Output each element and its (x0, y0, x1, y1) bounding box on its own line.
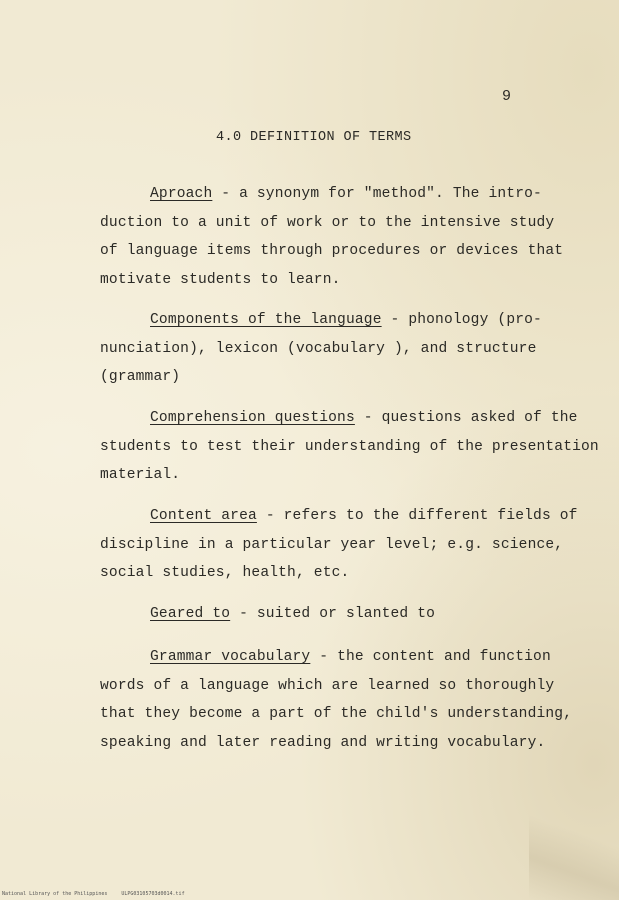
defined-term: Components of the language (150, 312, 382, 328)
definition-first-line (100, 643, 590, 672)
defined-term: Aproach (150, 186, 213, 202)
definition-line: (grammar) (100, 369, 181, 385)
definition-entry (100, 404, 599, 490)
definition-text: - refers to the different fields of (256, 508, 578, 524)
definition-entry (100, 502, 590, 588)
definition-line: material. (100, 467, 181, 483)
footer-file-id: ULPG03105703d0014.tif (121, 891, 185, 897)
defined-term: Comprehension questions (150, 410, 355, 426)
definition-first-line (100, 600, 590, 629)
definition-first-line (100, 502, 590, 531)
definition-line: speaking and later reading and writing vocabulary. (100, 734, 546, 751)
definition-entry (100, 306, 590, 392)
defined-term: Geared to (150, 606, 231, 622)
section-heading: 4.0 DEFINITION OF TERMS (216, 130, 412, 145)
page-number: 9 (502, 88, 512, 105)
definition-first-line (100, 180, 590, 209)
definition-line: motivate students to learn. (100, 271, 341, 288)
definition-line: social studies, health, etc. (100, 565, 350, 581)
definition-text: - the content and function (310, 649, 551, 665)
defined-term: Content area (150, 508, 257, 524)
definition-line: discipline in a particular year level; e.g. science, (100, 536, 564, 553)
definition-text: - questions asked of the (354, 410, 578, 426)
definition-text: - phonology (pro- (381, 312, 542, 328)
definition-entry (100, 643, 590, 757)
definition-line: of language items through procedures or devices that (100, 243, 564, 259)
definition-entry (100, 600, 590, 629)
definition-text: - suited or slanted to (230, 606, 436, 622)
definition-line: words of a language which are learned so thoroughly (100, 677, 555, 694)
paper-crease-shading (529, 790, 619, 900)
defined-term: Grammar vocabulary (150, 649, 311, 665)
definition-line: that they become a part of the child's understanding, (100, 706, 573, 722)
definition-first-line (100, 306, 590, 335)
definition-first-line (100, 404, 590, 433)
definition-entry (100, 180, 590, 294)
footer-library: National Library of the Philippines (2, 891, 108, 897)
definition-text: - a synonym for "method". The intro- (212, 186, 542, 202)
definition-line: students to test their understanding of the presentation (100, 438, 599, 455)
definition-line: duction to a unit of work or to the intensive study (100, 214, 555, 231)
definition-line: nunciation), lexicon (vocabulary ), and structure (100, 340, 537, 357)
scan-footer (2, 891, 185, 897)
